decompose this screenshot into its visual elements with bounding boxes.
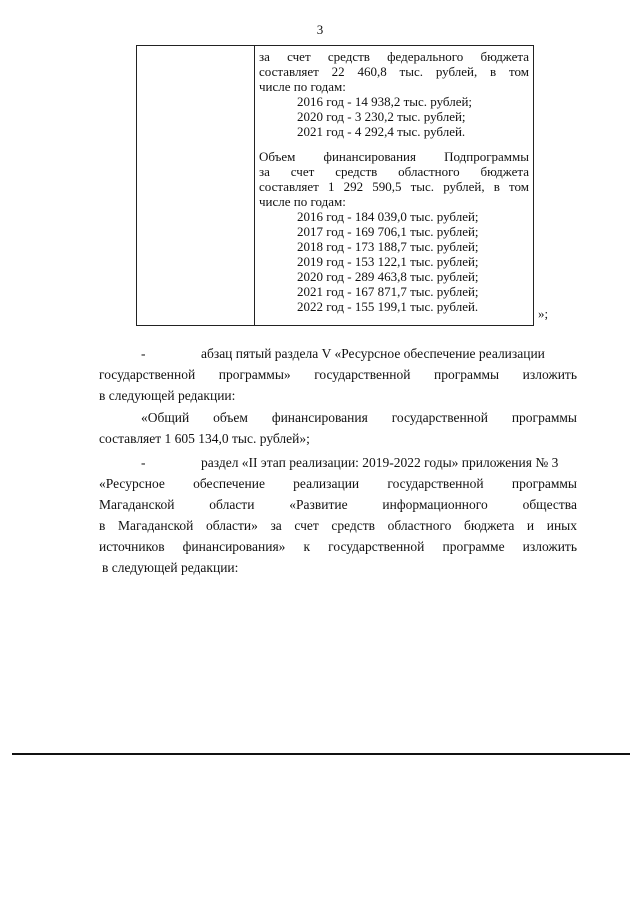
list-dash: - xyxy=(141,346,146,361)
paragraph-line: «Общий объем финансирования государственной программы xyxy=(141,410,577,425)
funding-table xyxy=(136,45,534,326)
regional-text-line: Объем финансирования Подпрограммы xyxy=(259,149,529,164)
paragraph-line: составляет 1 605 134,0 тыс. рублей»; xyxy=(99,431,310,446)
paragraph-line: в следующей редакции: xyxy=(99,388,236,403)
regional-text-line: за счет средств областного бюджета xyxy=(259,164,529,179)
paragraph-line: источников финансирования» к государственной программе изложить xyxy=(99,539,577,554)
paragraph-stage-ii xyxy=(99,452,577,578)
regional-year-line: 2021 год - 167 871,7 тыс. рублей; xyxy=(297,284,479,299)
spacer xyxy=(259,139,529,149)
list-dash: - xyxy=(141,455,146,470)
table-cell-text xyxy=(259,49,529,314)
regional-year-line: 2020 год - 289 463,8 тыс. рублей; xyxy=(297,269,479,284)
paragraph-section-v xyxy=(99,343,577,406)
regional-year-line: 2022 год - 155 199,1 тыс. рублей. xyxy=(297,299,479,314)
paragraph-line: «Ресурсное обеспечение реализации государственной программы xyxy=(99,476,577,491)
paragraph-total-volume xyxy=(99,407,577,449)
regional-year-line: 2018 год - 173 188,7 тыс. рублей; xyxy=(297,239,479,254)
federal-year-line: 2016 год - 14 938,2 тыс. рублей; xyxy=(297,94,473,109)
page-bottom-rule xyxy=(12,753,630,755)
paragraph-line: раздел «II этап реализации: 2019-2022 годы» приложения № 3 xyxy=(201,455,559,470)
federal-text-line: за счет средств федерального бюджета xyxy=(259,49,529,64)
table-column-divider xyxy=(254,46,255,325)
regional-year-line: 2017 год - 169 706,1 тыс. рублей; xyxy=(297,224,479,239)
federal-text-line: составляет 22 460,8 тыс. рублей, в том xyxy=(259,64,529,79)
regional-year-line: 2016 год - 184 039,0 тыс. рублей; xyxy=(297,209,479,224)
paragraph-line: в следующей редакции: xyxy=(102,560,239,575)
federal-year-line: 2021 год - 4 292,4 тыс. рублей. xyxy=(297,124,466,139)
regional-text-line: составляет 1 292 590,5 тыс. рублей, в том xyxy=(259,179,529,194)
paragraph-line: в Магаданской области» за счет средств областного бюджета и иных xyxy=(99,518,577,533)
table-close-quote: »; xyxy=(538,306,549,321)
federal-text-line: числе по годам: xyxy=(259,79,346,94)
federal-year-line: 2020 год - 3 230,2 тыс. рублей; xyxy=(297,109,466,124)
page-number: 3 xyxy=(316,22,324,37)
regional-text-line: числе по годам: xyxy=(259,194,346,209)
paragraph-line: государственной программы» государственной программы изложить xyxy=(99,367,577,382)
paragraph-line: абзац пятый раздела V «Ресурсное обеспечение реализации xyxy=(201,346,545,361)
paragraph-line: Магаданской области «Развитие информационного общества xyxy=(99,497,577,512)
regional-year-line: 2019 год - 153 122,1 тыс. рублей; xyxy=(297,254,479,269)
